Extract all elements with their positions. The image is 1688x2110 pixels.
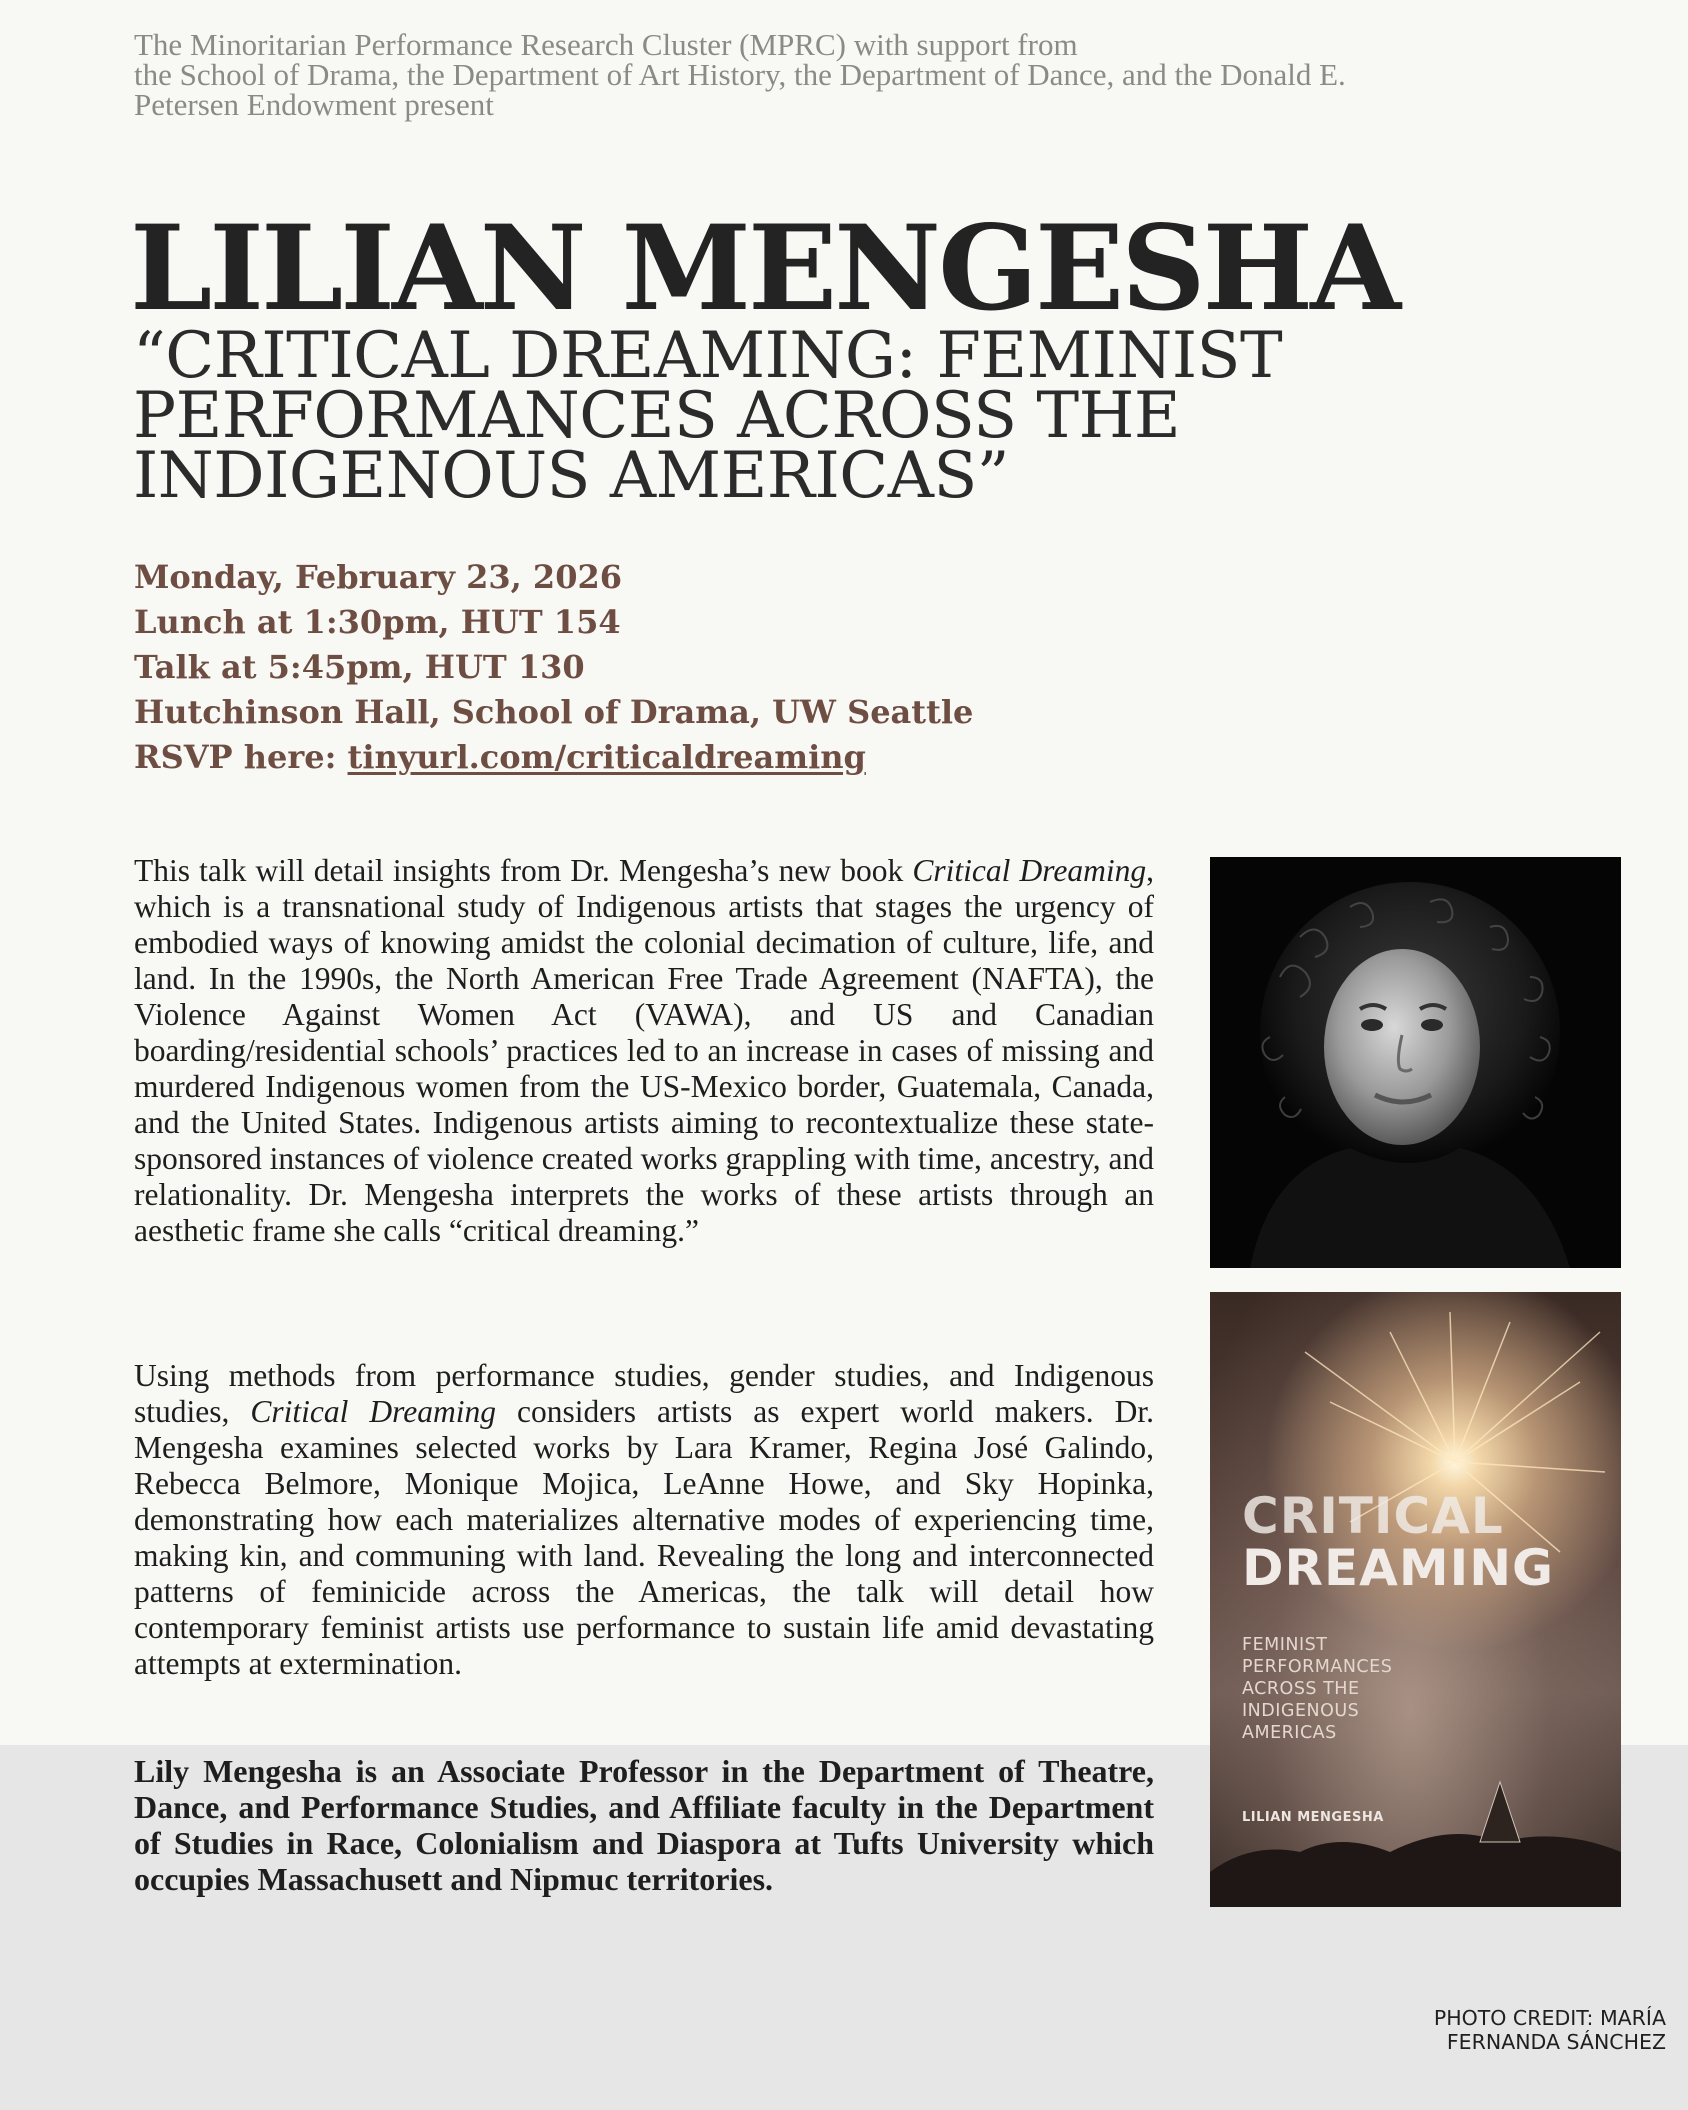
photo-credit — [1246, 2006, 1666, 2054]
event-details — [134, 555, 1134, 780]
para2-text: Using methods from performance studies, gender studies, and Indigenous studies, — [134, 1358, 1154, 1429]
description-paragraph-2 — [134, 1358, 1154, 1682]
presenters-line: the School of Drama, the Department of Art History, the Department of Dance, and the Donald E. — [134, 57, 1346, 92]
book-cover-author: LILIAN MENGESHA — [1242, 1810, 1384, 1825]
event-rsvp — [134, 735, 1134, 780]
book-cover-title — [1242, 1487, 1602, 1597]
book-cover-title-line: CRITICAL — [1242, 1487, 1504, 1545]
description-paragraph-1 — [134, 853, 1154, 1249]
book-cover-subtitle-line: AMERICAS — [1242, 1723, 1337, 1743]
rsvp-link[interactable]: tinyurl.com/criticaldreaming — [347, 738, 866, 776]
book-cover-subtitle — [1242, 1634, 1462, 1744]
talk-title — [133, 319, 1533, 513]
photo-credit-line: PHOTO CREDIT: MARÍA — [1433, 2006, 1666, 2030]
talk-title-line: “CRITICAL DREAMING: FEMINIST — [133, 319, 1283, 393]
book-cover-subtitle-line: PERFORMANCES — [1242, 1657, 1393, 1677]
speaker-bio: Lily Mengesha is an Associate Professor in the Department of Theatre, Dance, and Performance Studies, and Affiliate faculty in the Department of Studies in Race, Colonialism and Diaspora at Tufts University which occupies Massachusett and Nipmuc territories. — [134, 1753, 1154, 1897]
speaker-portrait — [1210, 857, 1621, 1268]
talk-title-line: INDIGENOUS AMERICAS” — [133, 439, 1009, 513]
portrait-image — [1210, 857, 1621, 1268]
event-date: Monday, February 23, 2026 — [134, 558, 622, 596]
presenters-text — [134, 27, 1654, 122]
para2-text: considers artists as expert world makers. Dr. Mengesha examines selected works by Lara Kramer, Regina José Galindo, Rebecca Belmore, Monique Mojica, LeAnne Howe, and Sky Hopinka, demonstrating how each materializes alternative modes of experiencing time, making kin, and communing with land. Revealing the long and interconnected patterns of feminicide across the Americas, the talk will detail how contemporary feminist artists use performance to sustain life amid devastating attempts at extermination. — [134, 1394, 1154, 1681]
book-cover-subtitle-line: INDIGENOUS — [1242, 1701, 1360, 1721]
book-cover-title-line: DREAMING — [1242, 1539, 1555, 1597]
talk-title-line: PERFORMANCES ACROSS THE — [133, 379, 1181, 453]
para1-text: This talk will detail insights from Dr. Mengesha’s new book — [134, 853, 913, 888]
rsvp-label: RSVP here: — [134, 738, 348, 776]
book-title-italic: Critical Dreaming — [912, 853, 1147, 888]
photo-credit-line: FERNANDA SÁNCHEZ — [1446, 2030, 1666, 2054]
event-venue: Hutchinson Hall, School of Drama, UW Seattle — [134, 693, 974, 731]
book-cover-subtitle-line: ACROSS THE — [1242, 1679, 1360, 1699]
speaker-name: LILIAN MENGESHA — [130, 199, 1398, 337]
event-talk-time: Talk at 5:45pm, HUT 130 — [134, 648, 585, 686]
presenters-line: Petersen Endowment present — [134, 87, 494, 122]
book-title-italic: Critical Dreaming — [250, 1394, 496, 1429]
book-cover-subtitle-line: FEMINIST — [1242, 1635, 1328, 1655]
book-cover — [1210, 1292, 1621, 1907]
event-lunch: Lunch at 1:30pm, HUT 154 — [134, 603, 621, 641]
presenters-line: The Minoritarian Performance Research Cluster (MPRC) with support from — [134, 27, 1078, 62]
para1-text: , which is a transnational study of Indigenous artists that stages the urgency of embodied ways of knowing amidst the colonial decimation of culture, life, and land. In the 1990s, the North American Free Trade Agreement (NAFTA), the Violence Against Women Act (VAWA), and US and Canadian boarding/residential schools’ practices led to an increase in cases of missing and murdered Indigenous women from the US-Mexico border, Guatemala, Canada, and the United States. Indigenous artists aiming to recontextualize these state-sponsored instances of violence created works grappling with time, ancestry, and relationality. Dr. Mengesha interprets the works of these artists through an aesthetic frame she calls “critical dreaming.” — [134, 853, 1155, 1248]
